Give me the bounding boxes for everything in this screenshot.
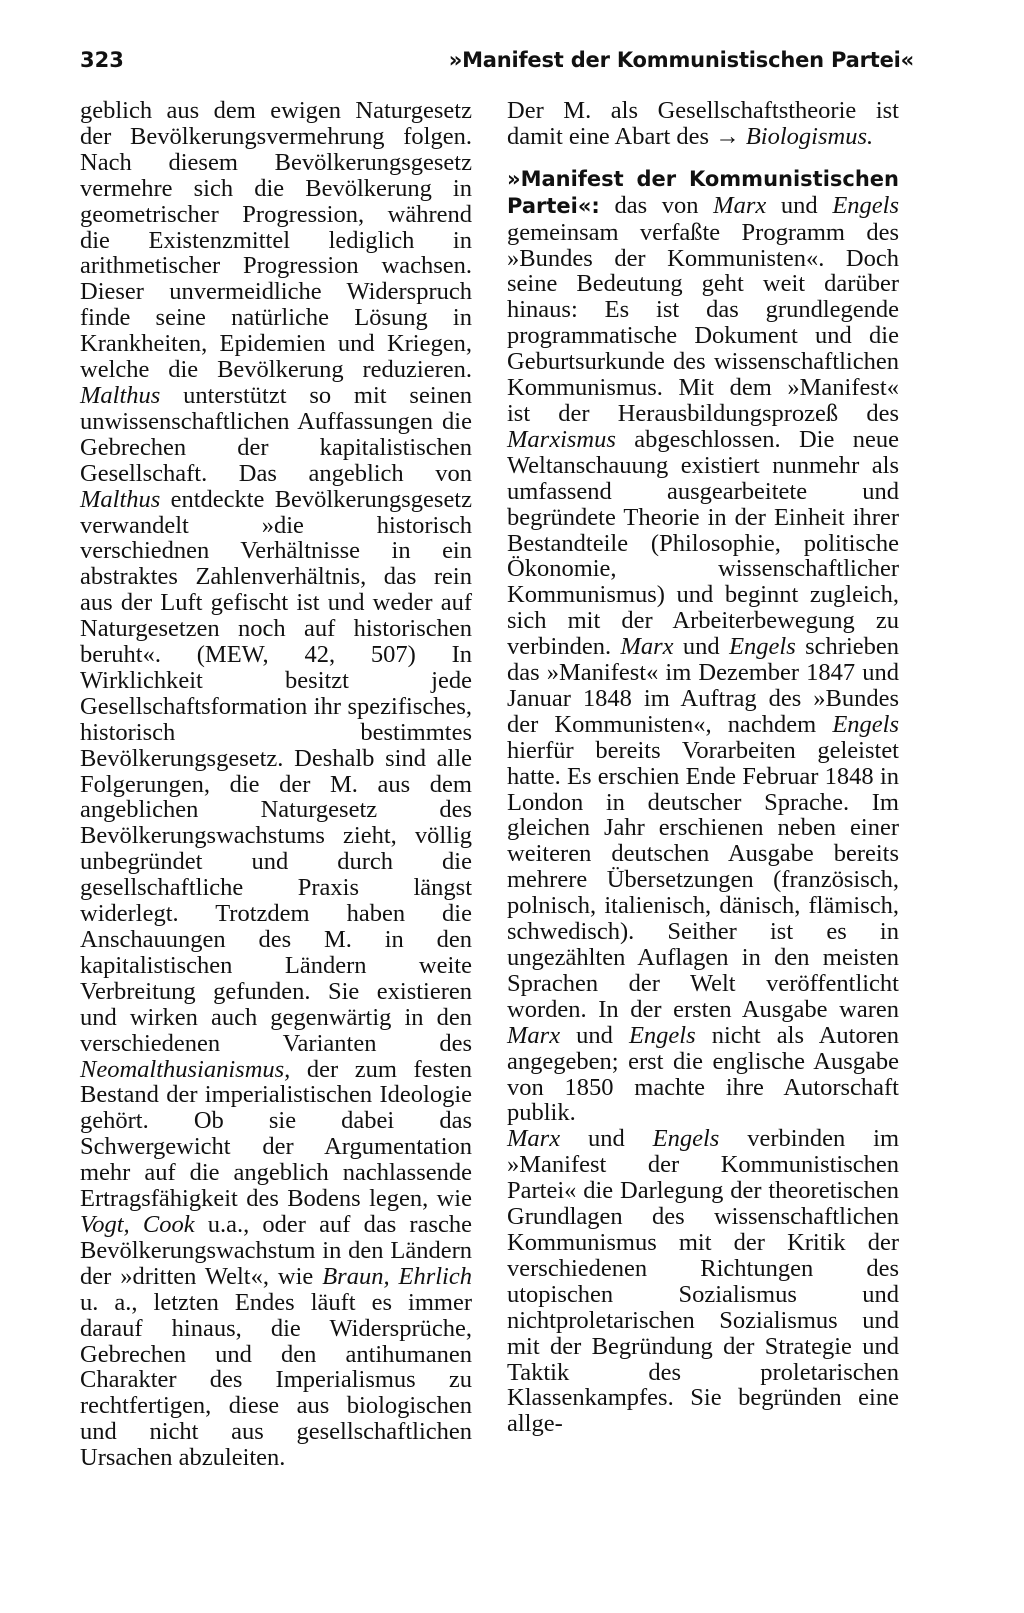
italic-name: Engels	[652, 1125, 720, 1153]
text-run: hierfür bereits Vorarbeiten geleistet hatte. Es erschien Ende Februar 1848 in London in deutscher Sprache. Im gleichen Jahr erschienen neben einer weiteren deutschen Ausgabe bereits mehrere Übersetzungen (französisch, polnisch, italienisch, dänisch, flämisch, schwedisch). Seither ist es in ungezählten Auflagen in den meisten Sprachen der Welt veröffentlicht worden. In der ersten Ausgabe waren	[507, 736, 899, 1023]
text-run: nicht als Autoren angegeben; erst die englische Ausgabe von 1850 machte ihre Autorschaft publik.	[507, 1021, 899, 1127]
text-run: unterstützt so mit seinen unwissenschaftlichen Auffassungen die Gebrechen der kapitalistischen Gesellschaft. Das angeblich von	[80, 381, 472, 487]
italic-cross-reference: Biologismus.	[745, 122, 874, 150]
italic-name: Engels	[628, 1021, 696, 1049]
text-run: und	[673, 633, 730, 661]
text-run: entdeckte Bevölkerungsgesetz verwandelt »die historisch verschiednen Verhältnisse in ein abstraktes Zahlenverhältnis, das rein aus der Luft gefischt ist und weder auf Naturgesetzen noch auf historischen beruht«. (MEW, 42, 507) In Wirklichkeit besitzt jede Gesellschaftsformation ihr spezifisches, historisch bestimmtes Bevölkerungsgesetz. Deshalb sind alle Folgerungen, die der M. aus dem angeblichen Naturgesetz des Bevölkerungswachstums zieht, völlig unbegründet und durch die gesellschaftliche Praxis längst widerlegt. Trotzdem haben die Anschauungen des M. in den kapitalistischen Ländern weite Verbreitung gefunden. Sie existieren und wirken auch gegenwärtig in den verschiedenen Varianten des	[80, 485, 472, 1057]
right-column	[507, 98, 899, 1437]
italic-name: Malthus	[80, 485, 161, 513]
text-run: verbinden im »Manifest der Kommunistischen Partei« die Darlegung der theoretischen Grundlagen des wissenschaftlichen Kommunismus mit der Kritik der verschiedenen Richtungen des utopischen Sozialismus und nichtproletarischen Sozialismus und mit der Begründung der Strategie und Taktik des proletarischen Klassenkampfes. Sie begründen eine allge-	[507, 1125, 899, 1438]
text-run: und	[560, 1021, 629, 1049]
text-run: der zum festen Bestand der imperialistischen Ideologie gehört. Ob sie dabei das Schwergewicht der Argumentation mehr auf die angeblich nachlassende Ertragsfähigkeit des Bodens legen, wie	[80, 1055, 472, 1213]
italic-name: Marx	[713, 191, 767, 219]
italic-name: Vogt, Cook	[80, 1210, 195, 1238]
italic-cross-reference: Neomalthusianismus,	[80, 1055, 291, 1083]
text-run: u.a., oder auf das rasche Bevölkerungswachstum in den Ländern der »dritten Welt«, wie	[80, 1210, 472, 1290]
italic-cross-reference: Marxismus	[507, 425, 616, 453]
left-column	[80, 98, 472, 1471]
italic-name: Marx	[620, 633, 674, 661]
entry-headword: »Manifest der Kommunistischen Partei«:	[507, 166, 899, 218]
running-head: »Manifest der Kommunistischen Partei«	[448, 48, 914, 72]
malthusianism-continuation	[80, 98, 472, 1471]
italic-name: Marx	[507, 1021, 561, 1049]
text-run: das von	[599, 191, 714, 219]
italic-name: Engels	[832, 191, 899, 219]
manifest-entry-content	[507, 1126, 899, 1437]
manifest-entry-intro	[507, 166, 899, 1127]
italic-name: Engels	[832, 710, 899, 738]
italic-name: Braun, Ehrlich	[322, 1262, 472, 1290]
text-run: schrieben das »Manifest« im Dezember 1847 und Januar 1848 im Auftrag des »Bundes der Kommunisten«, nachdem	[507, 633, 900, 738]
text-run: und	[766, 191, 833, 219]
text-run: abgeschlossen. Die neue Weltanschauung existiert nunmehr als umfassend ausgearbeitete und begründete Theorie in der Einheit ihrer Bestandteile (Philosophie, politische Ökonomie, wissenschaftlicher Kommunismus) und beginnt zugleich, sich mit der Arbeiterbewegung zu verbinden.	[507, 425, 899, 661]
page-header	[80, 48, 914, 82]
page-number: 323	[80, 48, 124, 72]
italic-name: Malthus	[80, 381, 161, 409]
italic-name: Marx	[507, 1125, 561, 1153]
italic-name: Engels	[729, 633, 796, 661]
text-run: gemeinsam verfaßte Programm des »Bundes der Kommunisten«. Doch seine Bedeutung geht weit darüber hinaus: Es ist das grundlegende programmatische Dokument und die Geburtsurkunde des wissenschaftlichen Kommunismus. Mit dem »Manifest« ist der Herausbildungsprozeß des	[507, 218, 899, 427]
malthusianism-conclusion	[507, 98, 899, 150]
text-run: u. a., letzten Endes läuft es immer darauf hinaus, die Widersprüche, Gebrechen und den antihumanen Charakter des Imperialismus zu rechtfertigen, diese aus biologischen und nicht aus gesellschaftlichen Ursachen abzuleiten.	[80, 1288, 472, 1472]
text-run: und	[560, 1125, 653, 1153]
text-run: Der M. als Gesellschaftstheorie ist damit eine Abart des →	[507, 97, 899, 150]
text-run: geblich aus dem ewigen Naturgesetz der Bevölkerungsvermehrung folgen. Nach diesem Bevölkerungsgesetz vermehre sich die Bevölkerung in geometrischer Progression, während die Existenzmittel lediglich in arithmetischer Progression wachsen. Dieser unvermeidliche Widerspruch finde seine natürliche Lösung in Krankheiten, Epidemien und Kriegen, welche die Bevölkerung reduzieren.	[80, 97, 472, 384]
